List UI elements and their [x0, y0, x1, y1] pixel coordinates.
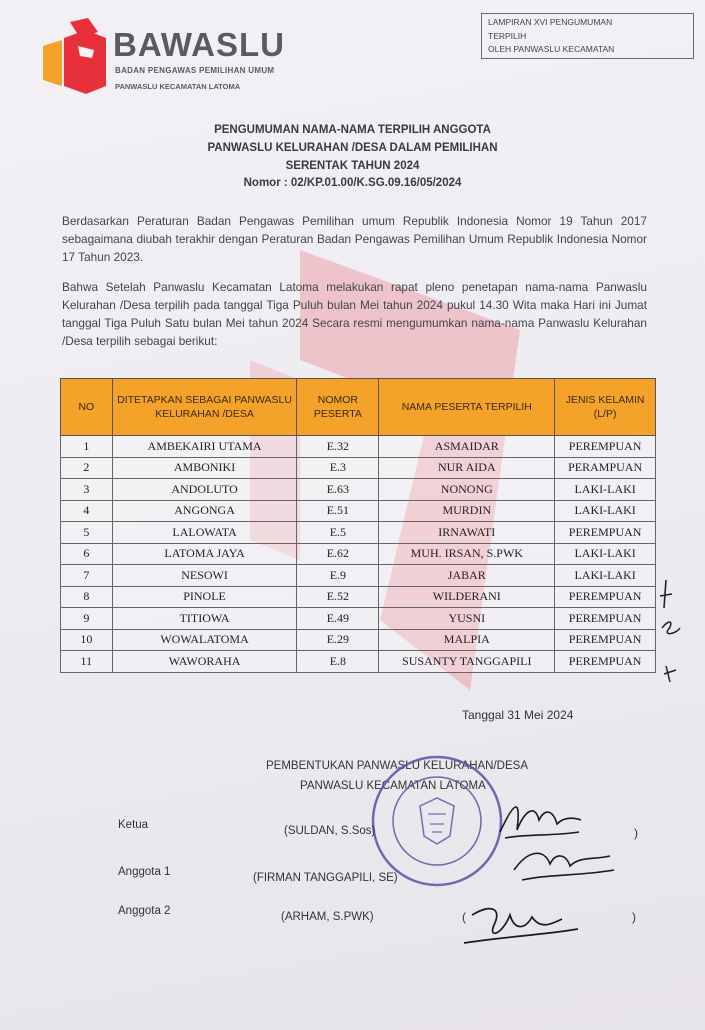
cell-nomor: E.9 — [297, 565, 379, 587]
signature-heading-1: PEMBENTUKAN PANWASLU KELURAHAN/DESA — [266, 760, 529, 772]
cell-nomor: E.51 — [297, 500, 379, 522]
cell-nomor: E.29 — [297, 629, 379, 651]
cell-nama: YUSNI — [379, 608, 555, 630]
margin-initials-signature — [656, 578, 686, 688]
handwritten-signature-anggota-2 — [462, 895, 582, 950]
cell-nama: MURDIN — [379, 500, 555, 522]
elected-members-table — [60, 378, 656, 673]
announcement-number: Nomor : 02/KP.01.00/K.SG.09.16/05/2024 — [243, 177, 462, 189]
cell-no: 10 — [61, 629, 113, 651]
cell-no: 2 — [61, 457, 113, 479]
logo-wordmark: BAWASLU — [113, 26, 285, 63]
cell-no: 11 — [61, 651, 113, 673]
table-row — [61, 586, 656, 608]
cell-jenis: LAKI-LAKI — [555, 565, 656, 587]
table-row — [61, 565, 656, 587]
heading-line-1: PENGUMUMAN NAMA-NAMA TERPILIH ANGGOTA — [214, 124, 491, 136]
signature-heading-2: PANWASLU KECAMATAN LATOMA — [300, 780, 486, 792]
official-stamp — [370, 754, 504, 888]
cell-nama: MALPIA — [379, 629, 555, 651]
cell-no: 5 — [61, 522, 113, 544]
cell-no: 9 — [61, 608, 113, 630]
cell-no: 6 — [61, 543, 113, 565]
lampiran-box — [481, 13, 694, 59]
cell-jenis: LAKI-LAKI — [555, 543, 656, 565]
cell-nomor: E.62 — [297, 543, 379, 565]
role-ketua: Ketua — [118, 819, 149, 831]
table-row — [61, 436, 656, 458]
cell-nama: SUSANTY TANGGAPILI — [379, 651, 555, 673]
cell-nomor: E.3 — [297, 457, 379, 479]
lampiran-line: LAMPIRAN XVI PENGUMUMAN — [488, 17, 613, 27]
cell-desa: AMBONIKI — [112, 457, 297, 479]
role-anggota-1: Anggota 1 — [118, 866, 171, 878]
header-jenis-kelamin: JENIS KELAMIN (L/P) — [555, 379, 656, 436]
handwritten-signature-ketua — [495, 790, 585, 846]
cell-jenis: PEREMPUAN — [555, 629, 656, 651]
table-row — [61, 543, 656, 565]
cell-desa: AMBEKAIRI UTAMA — [112, 436, 297, 458]
header-nama-peserta: NAMA PESERTA TERPILIH — [379, 379, 555, 436]
bawaslu-emblem-icon — [40, 18, 110, 94]
cell-desa: ANGONGA — [112, 500, 297, 522]
logo-subtitle: BADAN PENGAWAS PEMILIHAN UMUM — [115, 66, 275, 75]
header-nomor-peserta: NOMOR PESERTA — [297, 379, 379, 436]
cell-desa: ANDOLUTO — [112, 479, 297, 501]
table-row — [61, 522, 656, 544]
cell-jenis: LAKI-LAKI — [555, 479, 656, 501]
cell-nama: MUH. IRSAN, S.PWK — [379, 543, 555, 565]
cell-nama: WILDERANI — [379, 586, 555, 608]
cell-no: 7 — [61, 565, 113, 587]
cell-jenis: PEREMPUAN — [555, 608, 656, 630]
name-ketua: (SULDAN, S.Sos) — [284, 825, 376, 837]
heading-line-2: PANWASLU KELURAHAN /DESA DALAM PEMILIHAN — [207, 142, 498, 154]
signature-paren-close: ) — [634, 826, 638, 840]
cell-no: 4 — [61, 500, 113, 522]
cell-nama: NUR AIDA — [379, 457, 555, 479]
handwritten-signature-anggota-1 — [510, 840, 620, 890]
cell-nama: JABAR — [379, 565, 555, 587]
cell-jenis: PEREMPUAN — [555, 522, 656, 544]
table-row — [61, 629, 656, 651]
cell-no: 8 — [61, 586, 113, 608]
cell-no: 1 — [61, 436, 113, 458]
bawaslu-logo — [40, 18, 340, 98]
table-row — [61, 457, 656, 479]
cell-jenis: PEREMPUAN — [555, 586, 656, 608]
cell-nomor: E.52 — [297, 586, 379, 608]
cell-nama: IRNAWATI — [379, 522, 555, 544]
cell-nomor: E.8 — [297, 651, 379, 673]
cell-nomor: E.63 — [297, 479, 379, 501]
document-date: Tanggal 31 Mei 2024 — [462, 708, 574, 722]
name-anggota-2: (ARHAM, S.PWK) — [281, 911, 374, 923]
role-anggota-2: Anggota 2 — [118, 905, 171, 917]
header-no: NO — [61, 379, 113, 436]
cell-desa: LALOWATA — [112, 522, 297, 544]
cell-nomor: E.5 — [297, 522, 379, 544]
signature-paren-open: ( — [462, 910, 466, 924]
cell-nama: NONONG — [379, 479, 555, 501]
paragraph-legal-basis: Berdasarkan Peraturan Badan Pengawas Pemilihan umum Republik Indonesia Nomor 19 Tahun 2017 sebagaimana diubah terakhir dengan Peraturan Badan Pengawas Pemilihan Umum Republik Indonesia Nomor 17 Tahun 2023. — [62, 214, 647, 264]
cell-desa: NESOWI — [112, 565, 297, 587]
cell-desa: LATOMA JAYA — [112, 543, 297, 565]
cell-nomor: E.32 — [297, 436, 379, 458]
table-row — [61, 479, 656, 501]
heading-line-3: SERENTAK TAHUN 2024 — [285, 160, 420, 172]
cell-jenis: PEREMPUAN — [555, 436, 656, 458]
cell-desa: WOWALATOMA — [112, 629, 297, 651]
paragraph-announcement: Bahwa Setelah Panwaslu Kecamatan Latoma melakukan rapat pleno penetapan nama-nama Panwaslu Kelurahan /Desa terpilih pada tanggal Tiga Puluh bulan Mei tahun 2024 pukul 14.30 Wita maka Hari ini Jumat tanggal Tiga Puluh Satu bulan Mei tahun 2024 Secara resmi mengumumkan nama-nama Panwaslu Kelurahan /Desa terpilih sebagai berikut: — [62, 280, 647, 348]
cell-jenis: LAKI-LAKI — [555, 500, 656, 522]
cell-desa: WAWORAHA — [112, 651, 297, 673]
logo-office: PANWASLU KECAMATAN LATOMA — [115, 82, 241, 91]
cell-desa: TITIOWA — [112, 608, 297, 630]
cell-nomor: E.49 — [297, 608, 379, 630]
table-header-row — [61, 379, 656, 436]
cell-no: 3 — [61, 479, 113, 501]
lampiran-line: OLEH PANWASLU KECAMATAN — [488, 44, 615, 54]
table-row — [61, 651, 656, 673]
signature-paren-close: ) — [632, 910, 636, 924]
lampiran-line: TERPILIH — [488, 30, 527, 41]
table-row — [61, 608, 656, 630]
cell-jenis: PEREMPUAN — [555, 651, 656, 673]
name-anggota-1: (FIRMAN TANGGAPILI, SE) — [253, 872, 398, 884]
header-desa: DITETAPKAN SEBAGAI PANWASLU KELURAHAN /DESA — [112, 379, 297, 436]
cell-desa: PINOLE — [112, 586, 297, 608]
cell-nama: ASMAIDAR — [379, 436, 555, 458]
cell-jenis: PERAMPUAN — [555, 457, 656, 479]
table-row — [61, 500, 656, 522]
